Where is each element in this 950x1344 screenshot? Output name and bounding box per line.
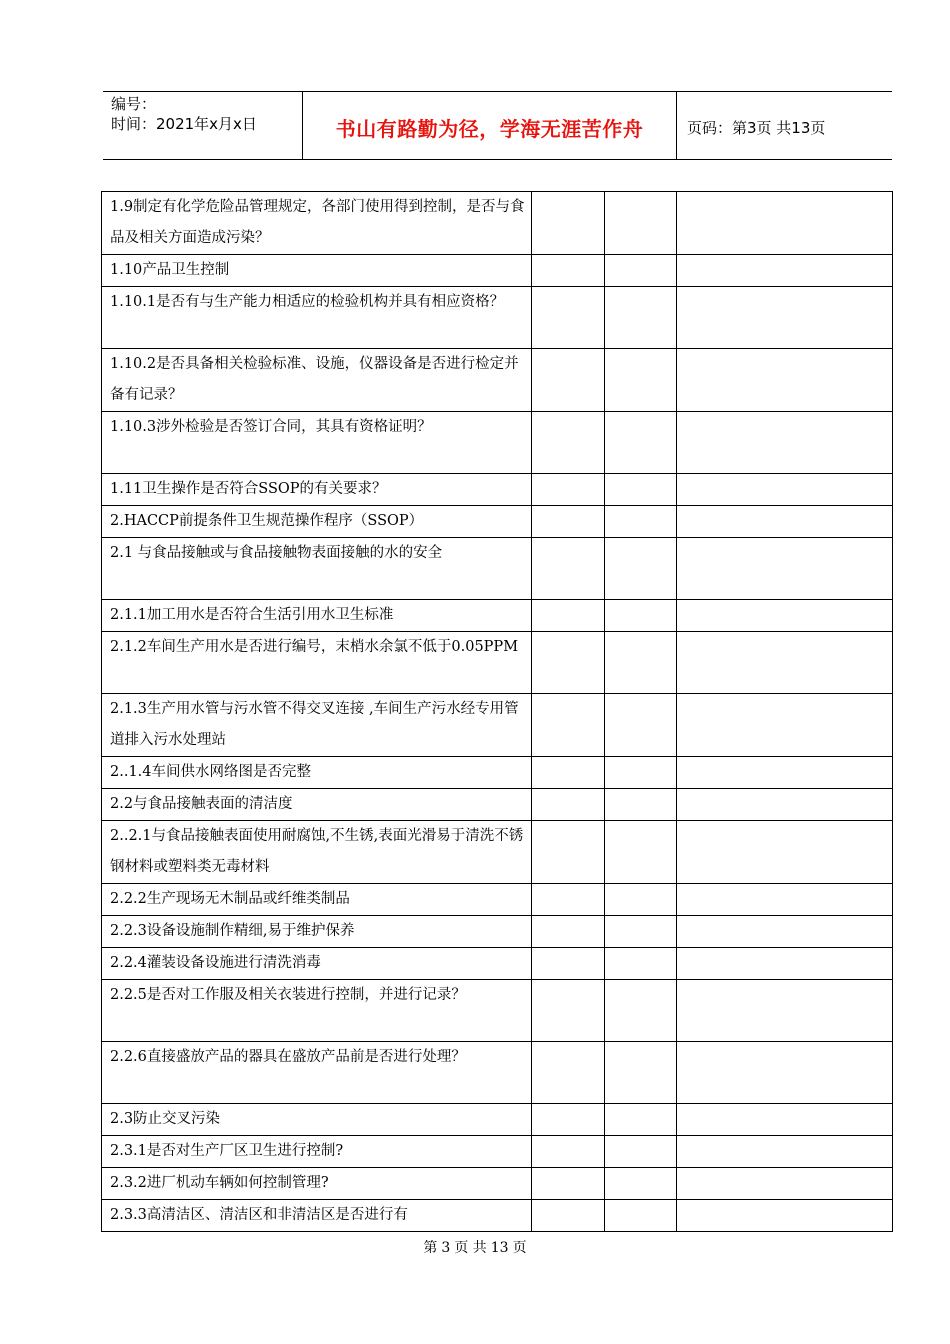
check-item-text: 1.10.3涉外检验是否签订合同，其具有资格证明？ <box>102 412 532 474</box>
check-cell-b <box>605 916 677 948</box>
check-cell-b <box>605 694 677 757</box>
table-row <box>102 349 893 412</box>
check-item-text: 2.2与食品接触表面的清洁度 <box>102 789 532 821</box>
table-row <box>102 789 893 821</box>
check-cell-a <box>532 192 605 255</box>
table-row <box>102 1104 893 1136</box>
remarks-cell <box>677 192 893 255</box>
check-cell-a <box>532 757 605 789</box>
check-cell-b <box>605 192 677 255</box>
check-cell-a <box>532 1168 605 1200</box>
table-row <box>102 1200 893 1232</box>
checklist-table <box>101 191 893 1232</box>
table-row <box>102 1136 893 1168</box>
table-row <box>102 980 893 1042</box>
check-cell-a <box>532 412 605 474</box>
remarks-cell <box>677 757 893 789</box>
check-item-text: 1.10.2是否具备相关检验标准、设施，仪器设备是否进行检定并备有记录？ <box>102 349 532 412</box>
remarks-cell <box>677 884 893 916</box>
remarks-cell <box>677 1168 893 1200</box>
remarks-cell <box>677 789 893 821</box>
footer-page-number: 3 <box>441 1240 451 1256</box>
remarks-cell <box>677 538 893 600</box>
header-info-cell <box>103 92 303 159</box>
remarks-cell <box>677 632 893 694</box>
check-cell-b <box>605 1042 677 1104</box>
table-row <box>102 412 893 474</box>
table-row <box>102 287 893 349</box>
footer-prefix: 第 <box>423 1240 438 1256</box>
table-row <box>102 538 893 600</box>
check-cell-b <box>605 948 677 980</box>
remarks-cell <box>677 980 893 1042</box>
check-cell-b <box>605 980 677 1042</box>
check-cell-b <box>605 1200 677 1232</box>
check-cell-b <box>605 506 677 538</box>
page-footer <box>0 1237 950 1257</box>
check-item-text: 2.3.3高清洁区、清洁区和非清洁区是否进行有 <box>102 1200 532 1232</box>
check-cell-a <box>532 349 605 412</box>
remarks-cell <box>677 694 893 757</box>
check-cell-a <box>532 474 605 506</box>
check-item-text: 2.1.1加工用水是否符合生活引用水卫生标准 <box>102 600 532 632</box>
table-row <box>102 821 893 884</box>
check-cell-b <box>605 757 677 789</box>
remarks-cell <box>677 948 893 980</box>
remarks-cell <box>677 1200 893 1232</box>
table-row <box>102 192 893 255</box>
check-item-text: 2.3.2进厂机动车辆如何控制管理? <box>102 1168 532 1200</box>
check-item-text: 2..2.1与食品接触表面使用耐腐蚀,不生锈,表面光滑易于清洗不锈钢材料或塑料类无毒材料 <box>102 821 532 884</box>
footer-mid: 页 共 <box>454 1240 487 1256</box>
table-row <box>102 694 893 757</box>
check-item-text: 2.3.1是否对生产厂区卫生进行控制? <box>102 1136 532 1168</box>
check-item-text: 1.11卫生操作是否符合SSOP的有关要求？ <box>102 474 532 506</box>
table-row <box>102 600 893 632</box>
remarks-cell <box>677 600 893 632</box>
remarks-cell <box>677 412 893 474</box>
check-cell-b <box>605 412 677 474</box>
check-item-text: 2.2.4灌装设备设施进行清洗消毒 <box>102 948 532 980</box>
check-item-text: 1.10产品卫生控制 <box>102 255 532 287</box>
check-cell-a <box>532 821 605 884</box>
check-cell-a <box>532 1136 605 1168</box>
table-row <box>102 255 893 287</box>
remarks-cell <box>677 349 893 412</box>
check-cell-a <box>532 506 605 538</box>
remarks-cell <box>677 821 893 884</box>
check-cell-b <box>605 632 677 694</box>
remarks-cell <box>677 506 893 538</box>
check-cell-a <box>532 948 605 980</box>
check-item-text: 1.10.1是否有与生产能力相适应的检验机构并具有相应资格？ <box>102 287 532 349</box>
check-cell-b <box>605 600 677 632</box>
check-cell-a <box>532 1104 605 1136</box>
remarks-cell <box>677 287 893 349</box>
check-cell-b <box>605 538 677 600</box>
check-cell-a <box>532 287 605 349</box>
footer-suffix: 页 <box>512 1240 527 1256</box>
header-motto: 书山有路勤为径，学海无涯苦作舟 <box>303 92 677 159</box>
remarks-cell <box>677 474 893 506</box>
table-row <box>102 916 893 948</box>
table-row <box>102 884 893 916</box>
table-row <box>102 1168 893 1200</box>
footer-total-pages: 13 <box>490 1240 509 1256</box>
remarks-cell <box>677 1104 893 1136</box>
check-cell-a <box>532 1200 605 1232</box>
table-row <box>102 632 893 694</box>
check-cell-b <box>605 1168 677 1200</box>
check-cell-a <box>532 632 605 694</box>
check-item-text: 2.1.2车间生产用水是否进行编号，末梢水余氯不低于0.05PPM <box>102 632 532 694</box>
check-cell-b <box>605 884 677 916</box>
check-cell-a <box>532 884 605 916</box>
remarks-cell <box>677 1136 893 1168</box>
check-cell-a <box>532 600 605 632</box>
check-cell-b <box>605 1104 677 1136</box>
document-time: 时间：2021年x月x日 <box>111 115 257 133</box>
remarks-cell <box>677 1042 893 1104</box>
table-row <box>102 474 893 506</box>
check-cell-b <box>605 287 677 349</box>
header-page-info: 页码：第3页 共13页 <box>687 119 826 137</box>
check-item-text: 2..1.4车间供水网络图是否完整 <box>102 757 532 789</box>
table-row <box>102 506 893 538</box>
check-cell-b <box>605 789 677 821</box>
remarks-cell <box>677 255 893 287</box>
check-cell-b <box>605 349 677 412</box>
check-cell-b <box>605 255 677 287</box>
check-cell-a <box>532 789 605 821</box>
table-row <box>102 948 893 980</box>
check-cell-a <box>532 980 605 1042</box>
check-item-text: 2.3防止交叉污染 <box>102 1104 532 1136</box>
check-item-text: 2.2.2生产现场无木制品或纤维类制品 <box>102 884 532 916</box>
table-row <box>102 757 893 789</box>
check-item-text: 2.2.3设备设施制作精细,易于维护保养 <box>102 916 532 948</box>
check-cell-a <box>532 694 605 757</box>
page-header <box>103 91 892 160</box>
check-cell-a <box>532 255 605 287</box>
remarks-cell <box>677 916 893 948</box>
check-item-text: 1.9制定有化学危险品管理规定，各部门使用得到控制，是否与食品及相关方面造成污染？ <box>102 192 532 255</box>
check-cell-a <box>532 1042 605 1104</box>
table-row <box>102 1042 893 1104</box>
check-cell-b <box>605 821 677 884</box>
check-cell-a <box>532 538 605 600</box>
check-item-text: 2.HACCP前提条件卫生规范操作程序（SSOP） <box>102 506 532 538</box>
check-item-text: 2.2.5是否对工作服及相关衣装进行控制，并进行记录？ <box>102 980 532 1042</box>
check-item-text: 2.1.3生产用水管与污水管不得交叉连接 ,车间生产污水经专用管道排入污水处理站 <box>102 694 532 757</box>
check-cell-a <box>532 916 605 948</box>
check-item-text: 2.1 与食品接触或与食品接触物表面接触的水的安全 <box>102 538 532 600</box>
check-cell-b <box>605 1136 677 1168</box>
check-item-text: 2.2.6直接盛放产品的器具在盛放产品前是否进行处理？ <box>102 1042 532 1104</box>
document-number-label: 编号： <box>111 95 157 113</box>
check-cell-b <box>605 474 677 506</box>
